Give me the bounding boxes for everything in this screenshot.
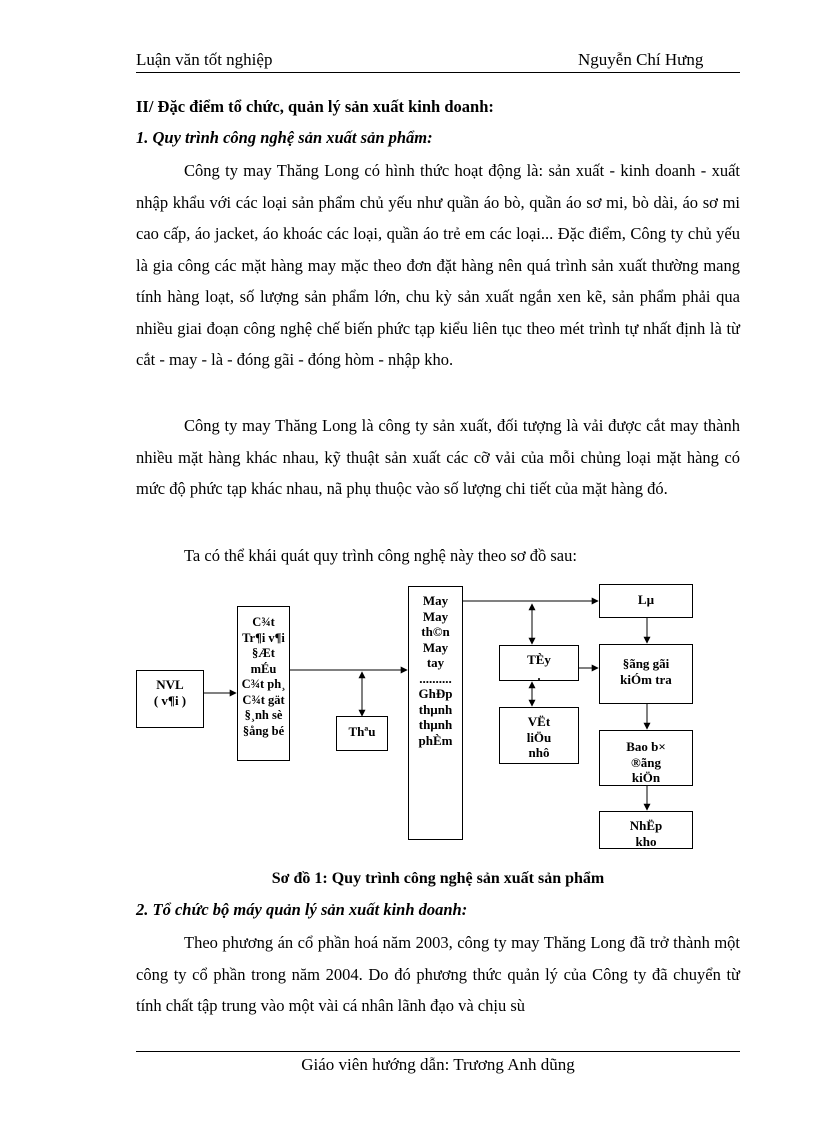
box-may-line: ..........: [419, 670, 452, 686]
box-bao-bi-line: kiÖn: [631, 770, 661, 785]
box-tay-line: .: [537, 667, 541, 681]
box-may-line: phÈm: [418, 732, 453, 748]
box-dong-goi-line: kiÓm tra: [620, 671, 672, 687]
box-nhap-kho-line: kho: [635, 833, 657, 849]
box-bao-bi-line: Bao b×: [626, 739, 666, 754]
header-right: Nguyễn Chí Hưng: [578, 50, 704, 69]
box-bao-bi: [599, 730, 693, 786]
paragraph-1: Công ty may Thăng Long có hình thức hoạt động là: sản xuất - kinh doanh - xuất nhập khẩu với các loại sản phẩm chủ yếu như quần áo bò, quần áo sơ mi, bò dài, áo sơ mi cao cấp, áo jacket, áo khoác các loại, quần áo trẻ em các loại... Đặc điểm, Công ty chủ yếu là gia công các mặt hàng may mặc theo đơn đặt hàng nên quá trình sản xuất thường mang tính hàng loạt, số lượng sản phẩm lớn, chu kỳ sản xuất ngắn xen kẽ, sản phẩm phải qua nhiều giai đoạn công nghệ chế biến phức tạp kiểu liên tục theo mét trình tự nhất định là từ cắt - may - là - đóng gãi - đóng hòm - nhập kho.: [136, 161, 740, 369]
box-cat-line: C¾t ph¸: [241, 677, 286, 691]
box-vat-lieu-line: liÖu: [526, 729, 552, 745]
box-may-line: GhÐp: [418, 686, 453, 701]
section-title: II/ Đặc điểm tổ chức, quản lý sản xuất kinh doanh:: [136, 97, 494, 116]
box-vat-lieu-line: nhô: [528, 745, 550, 760]
box-may-line: thµnh: [418, 717, 453, 732]
box-nvl-line: ( v¶i ): [153, 692, 187, 708]
box-may: [408, 586, 463, 840]
box-thau: [336, 716, 388, 751]
box-cat-line: C¾t gät: [242, 692, 285, 707]
paragraph-2: Công ty may Thăng Long là công ty sản xuất, đối tượng là vải được cắt may thành nhiều mặt hàng khác nhau, kỹ thuật sản xuất các cỡ vải của mỗi chủng loại mặt hàng có mức độ phức tạp khác nhau, nã phụ thuộc vào số lượng chi tiết của mặt hàng đó.: [136, 416, 740, 498]
box-may-line: tay: [426, 655, 445, 670]
box-cat-line: Tr¶i v¶i: [242, 630, 285, 645]
box-vat-lieu: [499, 707, 579, 764]
diagram-caption: Sơ đồ 1: Quy trình công nghệ sản xuất sản phẩm: [271, 870, 605, 887]
paragraph-3: Ta có thể khái quát quy trình công nghệ này theo sơ đồ sau:: [184, 546, 577, 565]
box-cat-line: C¾t: [252, 615, 275, 629]
box-may-line: May: [422, 608, 449, 624]
box-may-line: May: [422, 593, 449, 608]
box-dong-goi-line: §ãng gãi: [622, 656, 670, 671]
box-dong-goi: [599, 644, 693, 704]
box-la-line: Lµ: [637, 592, 655, 607]
paragraph-4: Theo phương án cổ phần hoá năm 2003, công ty may Thăng Long đã trở thành một công ty cổ phần trong năm 2004. Do đó phương thức quản lý của Công ty đã chuyển từ tính chất tập trung vào một vài cá nhân lãnh đạo và chịu sù: [136, 933, 740, 1015]
footer-rule: [136, 1051, 740, 1052]
box-may-line: May: [422, 639, 449, 655]
box-bao-bi-line: ®ãng: [631, 754, 661, 770]
box-tay-line: TÈy: [527, 652, 551, 667]
box-nvl-line: NVL: [156, 677, 184, 692]
box-nhap-kho-line: NhËp: [629, 818, 663, 833]
box-cat: [237, 606, 290, 761]
box-may-line: th©n: [421, 624, 450, 639]
header-left: Luận văn tốt nghiệp: [136, 50, 273, 69]
box-cat-line: mÉu: [250, 661, 277, 676]
box-nhap-kho: [599, 811, 693, 849]
box-cat-line: §¸nh sè: [244, 708, 283, 722]
subsection-2-title: 2. Tổ chức bộ máy quản lý sản xuất kinh doanh:: [136, 900, 468, 919]
box-may-line: thµnh: [418, 701, 453, 717]
box-cat-line: §ång bé: [242, 723, 285, 738]
box-nvl: [136, 670, 204, 728]
box-tay: [499, 645, 579, 681]
subsection-1-title: 1. Quy trình công nghệ sản xuất sản phẩm:: [136, 128, 433, 147]
box-thau-line: Thªu: [348, 724, 376, 739]
box-la: [599, 584, 693, 618]
box-vat-lieu-line: VËt: [527, 714, 551, 729]
footer-text: Giáo viên hướng dẫn: Trương Anh dũng: [301, 1055, 575, 1074]
box-cat-line: §Æt: [252, 646, 275, 660]
